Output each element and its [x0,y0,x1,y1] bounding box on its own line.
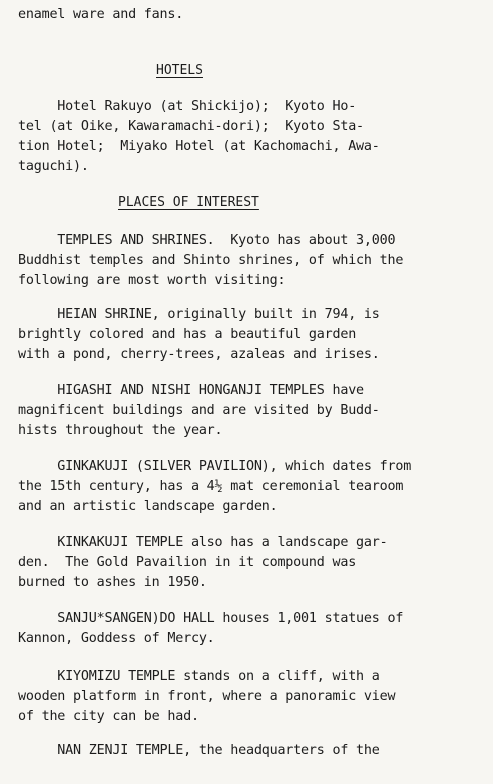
section-heading-places: PLACES OF INTEREST [118,195,259,210]
text-line: and an artistic landscape garden. [18,499,278,514]
section-heading-hotels: HOTELS [156,63,203,78]
text-line: Kannon, Goddess of Mercy. [18,631,215,646]
text-line: HEIAN SHRINE, originally built in 794, is [18,307,380,322]
text-line: Buddhist temples and Shinto shrines, of which the [18,253,404,268]
text-line: SANJU*SANGEN)DO HALL houses 1,001 statues of [18,611,404,626]
text-line: NAN ZENJI TEMPLE, the headquarters of the [18,743,380,758]
text-line: with a pond, cherry-trees, azaleas and irises. [18,347,380,362]
text-line: brightly colored and has a beautiful garden [18,327,357,342]
text-line: tel (at Oike, Kawaramachi-dori); Kyoto Sta- [18,119,364,134]
text-line: GINKAKUJI (SILVER PAVILION), which dates from [18,459,412,474]
text-line: enamel ware and fans. [18,7,184,22]
text-line: of the city can be had. [18,709,199,724]
text-line: taguchi). [18,159,89,174]
text-line: KIYOMIZU TEMPLE stands on a cliff, with a [18,669,380,684]
text-line: TEMPLES AND SHRINES. Kyoto has about 3,000 [18,233,396,248]
text-line: hists throughout the year. [18,423,223,438]
text-line: the 15th century, has a 4½ mat ceremonial tearoom [18,479,404,494]
text-line: following are most worth visiting: [18,273,286,288]
text-line: KINKAKUJI TEMPLE also has a landscape gar- [18,535,388,550]
text-line: HIGASHI AND NISHI HONGANJI TEMPLES have [18,383,364,398]
text-line: magnificent buildings and are visited by Budd- [18,403,380,418]
text-line: wooden platform in front, where a panoramic view [18,689,396,704]
text-line: tion Hotel; Miyako Hotel (at Kachomachi, Awa- [18,139,380,154]
text-line: den. The Gold Pavailion in it compound was [18,555,357,570]
text-line: burned to ashes in 1950. [18,575,207,590]
text-line: Hotel Rakuyo (at Shickijo); Kyoto Ho- [18,99,357,114]
